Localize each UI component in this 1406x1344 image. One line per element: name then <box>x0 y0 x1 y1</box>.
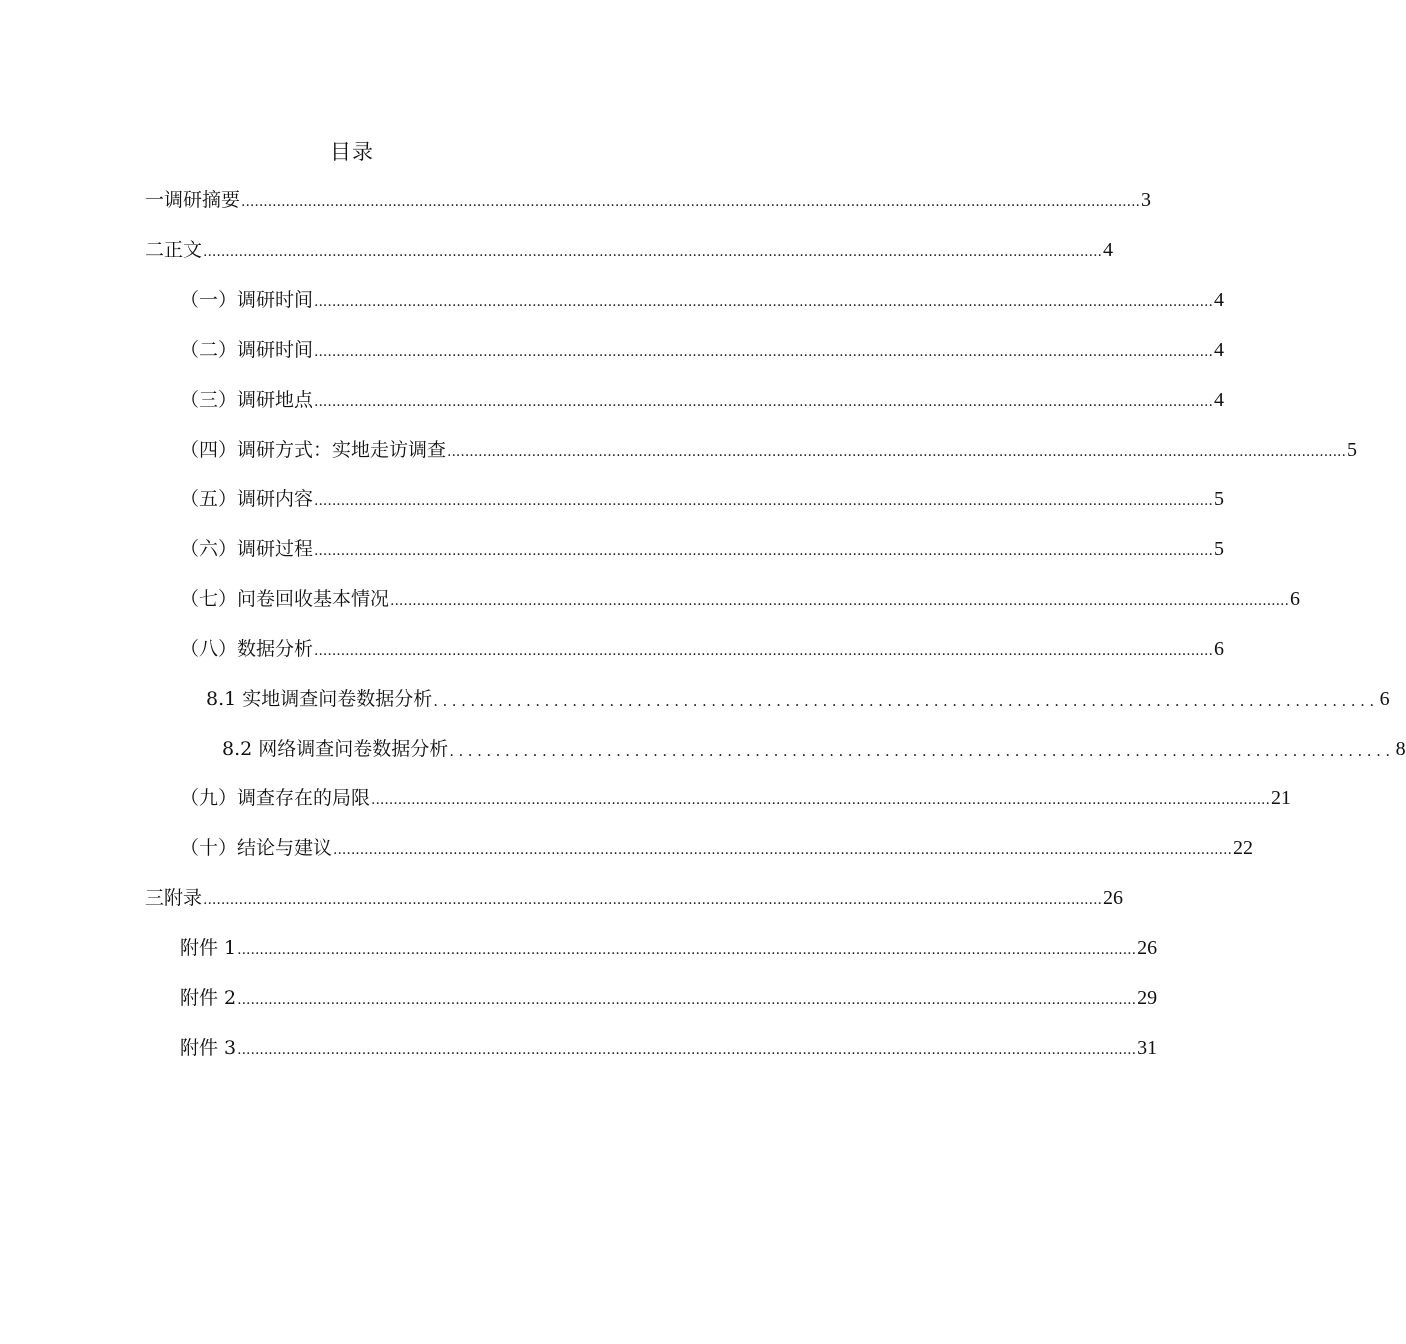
toc-entry-text: （九）调查存在的局限 <box>180 787 371 809</box>
dot-leader: .......................................................................................................................................................................................................... <box>371 792 1270 808</box>
toc-entry[interactable] <box>180 634 1224 664</box>
toc-entry-text: （七）问卷回收基本情况 <box>180 588 390 610</box>
dot-leader: .......................................................................................................................................................................................................... <box>333 842 1232 858</box>
dot-leader: .......................................................................................................................................................................................................... <box>237 942 1137 958</box>
toc-entry-page: 6 <box>1289 588 1300 610</box>
toc-entry-page: 4 <box>1213 289 1224 311</box>
dot-leader: .......................................................................................................................................................................................................... <box>314 344 1213 360</box>
toc-entry[interactable] <box>180 385 1224 415</box>
toc-entry-text: 附录 <box>164 887 203 909</box>
toc-entry-page: 6 <box>1379 688 1390 710</box>
toc-entry[interactable] <box>145 883 1123 913</box>
toc-entry[interactable] <box>180 983 1158 1013</box>
dot-leader: .......................................................................................................................................................................................................... <box>203 892 1102 908</box>
dot-leader: .......................................................................................................................................................................................................... <box>314 643 1213 659</box>
dot-leader: ...................................................................................................... <box>449 742 1395 760</box>
dot-leader: .......................................................................................................................................................................................................... <box>447 444 1346 460</box>
toc-entry-text: （二）调研时间 <box>180 339 314 361</box>
toc-entry-page: 21 <box>1270 787 1291 809</box>
dot-leader: .......................................................................................................................................................................................................... <box>390 593 1289 609</box>
toc-entry[interactable] <box>180 484 1224 514</box>
toc-entry[interactable] <box>206 684 1390 714</box>
toc-entry[interactable] <box>180 285 1224 315</box>
toc-entry-text: （五）调研内容 <box>180 488 314 510</box>
toc-entry-text: （六）调研过程 <box>180 538 314 560</box>
toc-entry-page: 26 <box>1137 937 1158 959</box>
toc-entry-page: 3 <box>1140 189 1151 211</box>
toc-entry-page: 6 <box>1213 638 1224 660</box>
toc-entry-page: 5 <box>1213 488 1224 510</box>
dot-leader: .......................................................................................................................................................................................................... <box>237 992 1137 1008</box>
dot-leader: ...................................................................................................... <box>433 692 1379 710</box>
toc-entry-text: 8.2 网络调查问卷数据分析 <box>222 738 449 760</box>
dot-leader: .......................................................................................................................................................................................................... <box>314 394 1213 410</box>
dot-leader: .......................................................................................................................................................................................................... <box>314 543 1213 559</box>
toc-entry-text: （三）调研地点 <box>180 389 314 411</box>
dot-leader: .......................................................................................................................................................................................................... <box>241 194 1140 210</box>
toc-entry-page: 22 <box>1232 837 1253 859</box>
toc-entry-text: 附件 2 <box>180 987 237 1009</box>
toc-title: 目录 <box>330 140 374 164</box>
toc-entry-number: 一 <box>145 189 165 211</box>
toc-entry-page: 4 <box>1213 389 1224 411</box>
toc-entry[interactable] <box>222 734 1406 764</box>
toc-entry[interactable] <box>145 185 1151 215</box>
dot-leader: .......................................................................................................................................................................................................... <box>314 493 1213 509</box>
toc-entry[interactable] <box>180 933 1158 963</box>
toc-entry[interactable] <box>180 783 1291 813</box>
dot-leader: .......................................................................................................................................................................................................... <box>314 294 1213 310</box>
toc-entry-text: （十）结论与建议 <box>180 837 333 859</box>
toc-entry-text: （一）调研时间 <box>180 289 314 311</box>
toc-entry-text: 附件 3 <box>180 1037 237 1059</box>
toc-entry-number: 二 <box>145 239 165 261</box>
toc-entry-text: 调研摘要 <box>164 189 241 211</box>
toc-entry-page: 26 <box>1102 887 1123 909</box>
toc-entry-page: 29 <box>1137 987 1158 1009</box>
toc-entry[interactable] <box>180 534 1224 564</box>
toc-entry-text: （四）调研方式：实地走访调查 <box>180 439 447 461</box>
toc-entry[interactable] <box>180 435 1357 465</box>
toc-entry-text: 8.1 实地调查问卷数据分析 <box>206 688 433 710</box>
toc-entry-number: 三 <box>145 887 165 909</box>
toc-entry-page: 4 <box>1213 339 1224 361</box>
toc-entry-text: 正文 <box>164 239 203 261</box>
toc-entry[interactable] <box>180 335 1224 365</box>
toc-entry[interactable] <box>180 1033 1158 1063</box>
toc-entry-page: 4 <box>1102 239 1113 261</box>
dot-leader: .......................................................................................................................................................................................................... <box>237 1042 1137 1058</box>
toc-entry-page: 31 <box>1137 1037 1158 1059</box>
toc-entry[interactable] <box>180 584 1300 614</box>
toc-entry-text: （八）数据分析 <box>180 638 314 660</box>
toc-entry-page: 5 <box>1346 439 1357 461</box>
toc-entry[interactable] <box>180 833 1253 863</box>
dot-leader: .......................................................................................................................................................................................................... <box>203 244 1102 260</box>
toc-entry-page: 5 <box>1213 538 1224 560</box>
toc-entry[interactable] <box>145 235 1113 265</box>
toc-entry-page: 8 <box>1395 738 1406 760</box>
toc-entry-text: 附件 1 <box>180 937 237 959</box>
